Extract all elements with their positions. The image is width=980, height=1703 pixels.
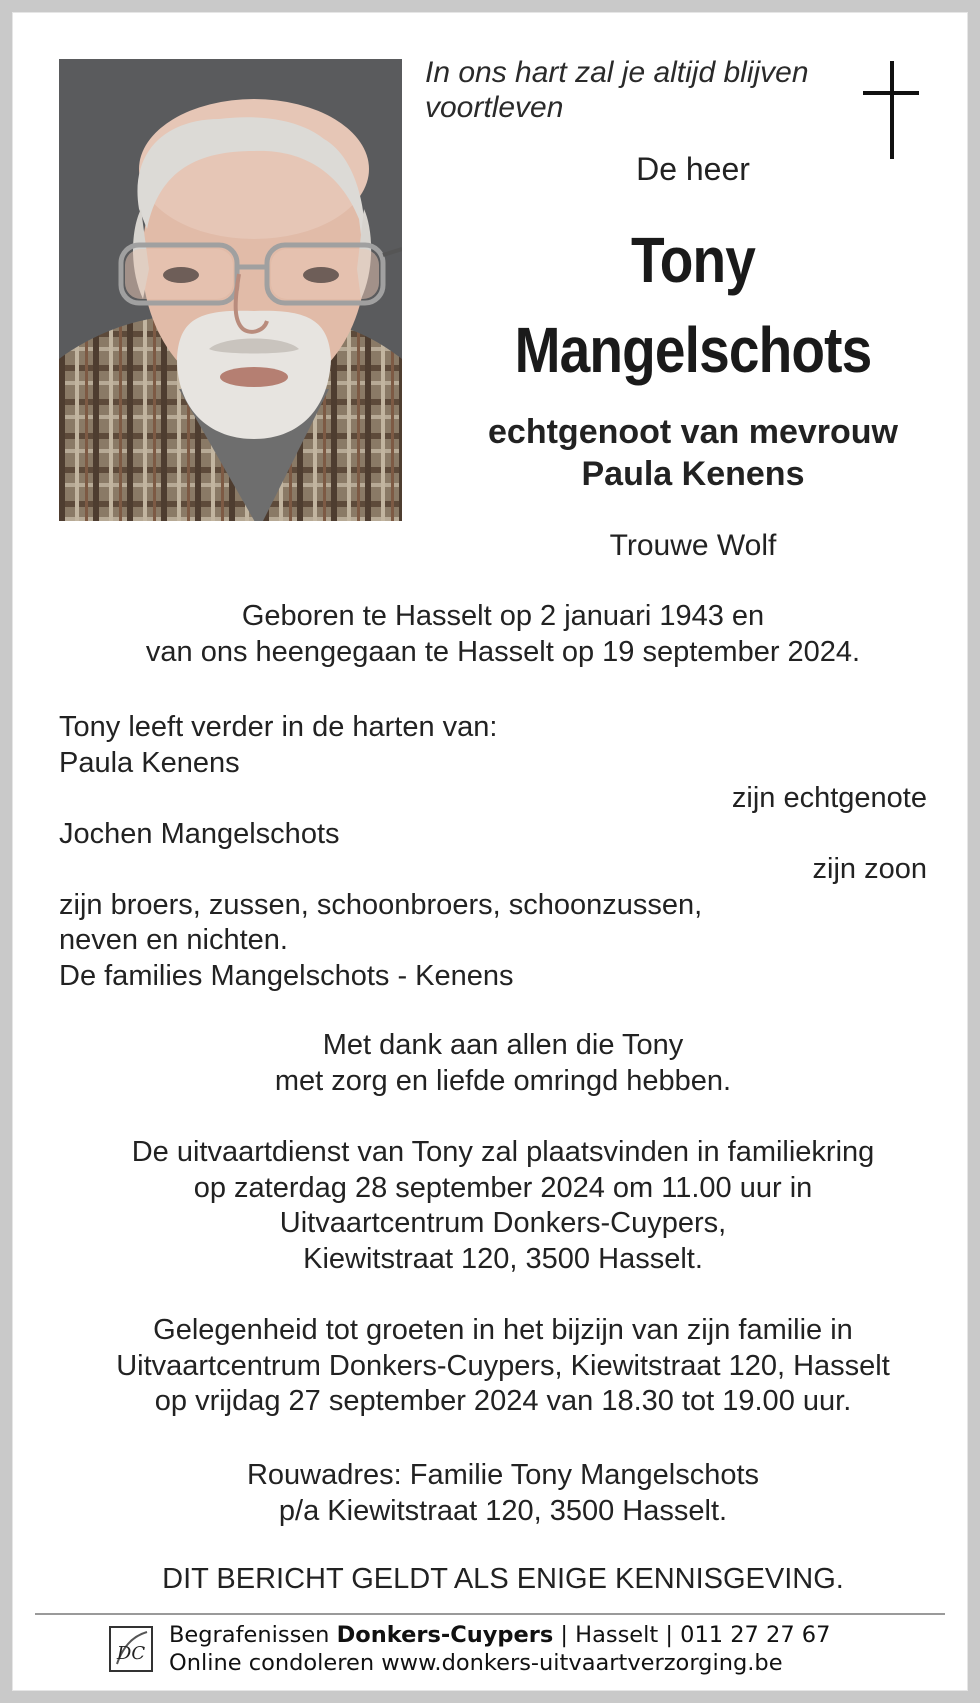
- family-member-role: zijn zoon: [812, 853, 927, 885]
- birth-death-info: [53, 599, 953, 670]
- service-line-4: Kiewitstraat 120, 3500 Hasselt.: [303, 1242, 703, 1275]
- family-intro: Tony leeft verder in de harten van:: [59, 711, 498, 743]
- footer-line-1: [169, 1621, 830, 1649]
- family-member-name: Jochen Mangelschots: [59, 817, 340, 850]
- greet-line-3: op vrijdag 27 september 2024 van 18.30 tot 19.00 uur.: [154, 1385, 852, 1417]
- nickname: Trouwe Wolf: [609, 529, 777, 562]
- company-name: Donkers-Cuypers: [336, 1622, 554, 1648]
- deceased-last-name: Mangelschots: [514, 314, 872, 386]
- funeral-service-info: [53, 1135, 953, 1277]
- cross-icon: [863, 61, 923, 161]
- address-line-1: Rouwadres: Familie Tony Mangelschots: [246, 1459, 760, 1491]
- funeral-home-footer: [109, 1621, 909, 1691]
- footer-text: [169, 1621, 830, 1677]
- born-line-2: van ons heengegaan te Hasselt op 19 september 2024.: [145, 635, 861, 668]
- footer-divider: [35, 1613, 945, 1615]
- thanks-line-2: met zorg en liefde omringd hebben.: [274, 1064, 732, 1097]
- greet-line-1: Gelegenheid tot groeten in het bijzijn van zijn familie in: [153, 1314, 853, 1346]
- footer-separator: |: [560, 1622, 568, 1648]
- family-member-name: Paula Kenens: [59, 746, 240, 779]
- family-others-line-2: neven en nichten.: [59, 924, 288, 956]
- notice-statement: DIT BERICHT GELDT ALS ENIGE KENNISGEVING.: [162, 1563, 844, 1595]
- thanks-line-1: Met dank aan allen die Tony: [322, 1029, 684, 1061]
- thanks-message: [53, 1028, 953, 1099]
- footer-city: Hasselt: [575, 1622, 659, 1648]
- footer-phone[interactable]: 011 27 27 67: [680, 1622, 831, 1648]
- service-line-1: De uitvaartdienst van Tony zal plaatsvinden in familiekring: [131, 1136, 875, 1168]
- mourning-address: [53, 1458, 953, 1529]
- spouse-info: [413, 411, 973, 495]
- greet-line-2: Uitvaartcentrum Donkers-Cuypers, Kiewitstraat 120, Hasselt: [116, 1349, 890, 1382]
- address-line-2: p/a Kiewitstraat 120, 3500 Hasselt.: [278, 1494, 728, 1527]
- service-line-2: op zaterdag 28 september 2024 om 11.00 uur in: [193, 1171, 813, 1204]
- family-member-role: zijn echtgenote: [731, 782, 927, 814]
- service-line-3: Uitvaartcentrum Donkers-Cuypers,: [279, 1207, 727, 1239]
- memorial-quote: In ons hart zal je altijd blijven voortleven: [425, 56, 809, 124]
- born-line-1: Geboren te Hasselt op 2 januari 1943 en: [241, 600, 765, 632]
- funeral-home-logo-icon: [109, 1626, 153, 1672]
- footer-separator: |: [665, 1622, 673, 1648]
- greeting-info: [53, 1313, 953, 1420]
- portrait-photo: [59, 59, 402, 521]
- portrait-illustration: [59, 59, 402, 521]
- obituary-card: [12, 12, 968, 1691]
- family-others-line-1: zijn broers, zussen, schoonbroers, schoonzussen,: [59, 888, 703, 921]
- honorific-title: De heer: [636, 151, 750, 187]
- family-list: [59, 710, 927, 994]
- spouse-line-1: echtgenoot van mevrouw: [488, 413, 898, 451]
- deceased-first-name: Tony: [631, 224, 755, 296]
- logo-letters: DC: [116, 1643, 146, 1664]
- families-line: De families Mangelschots - Kenens: [59, 959, 514, 992]
- footer-condolence-link[interactable]: Online condoleren www.donkers-uitvaartverzorging.be: [169, 1650, 783, 1676]
- footer-prefix: Begrafenissen: [169, 1622, 330, 1648]
- spouse-line-2: Paula Kenens: [581, 455, 805, 493]
